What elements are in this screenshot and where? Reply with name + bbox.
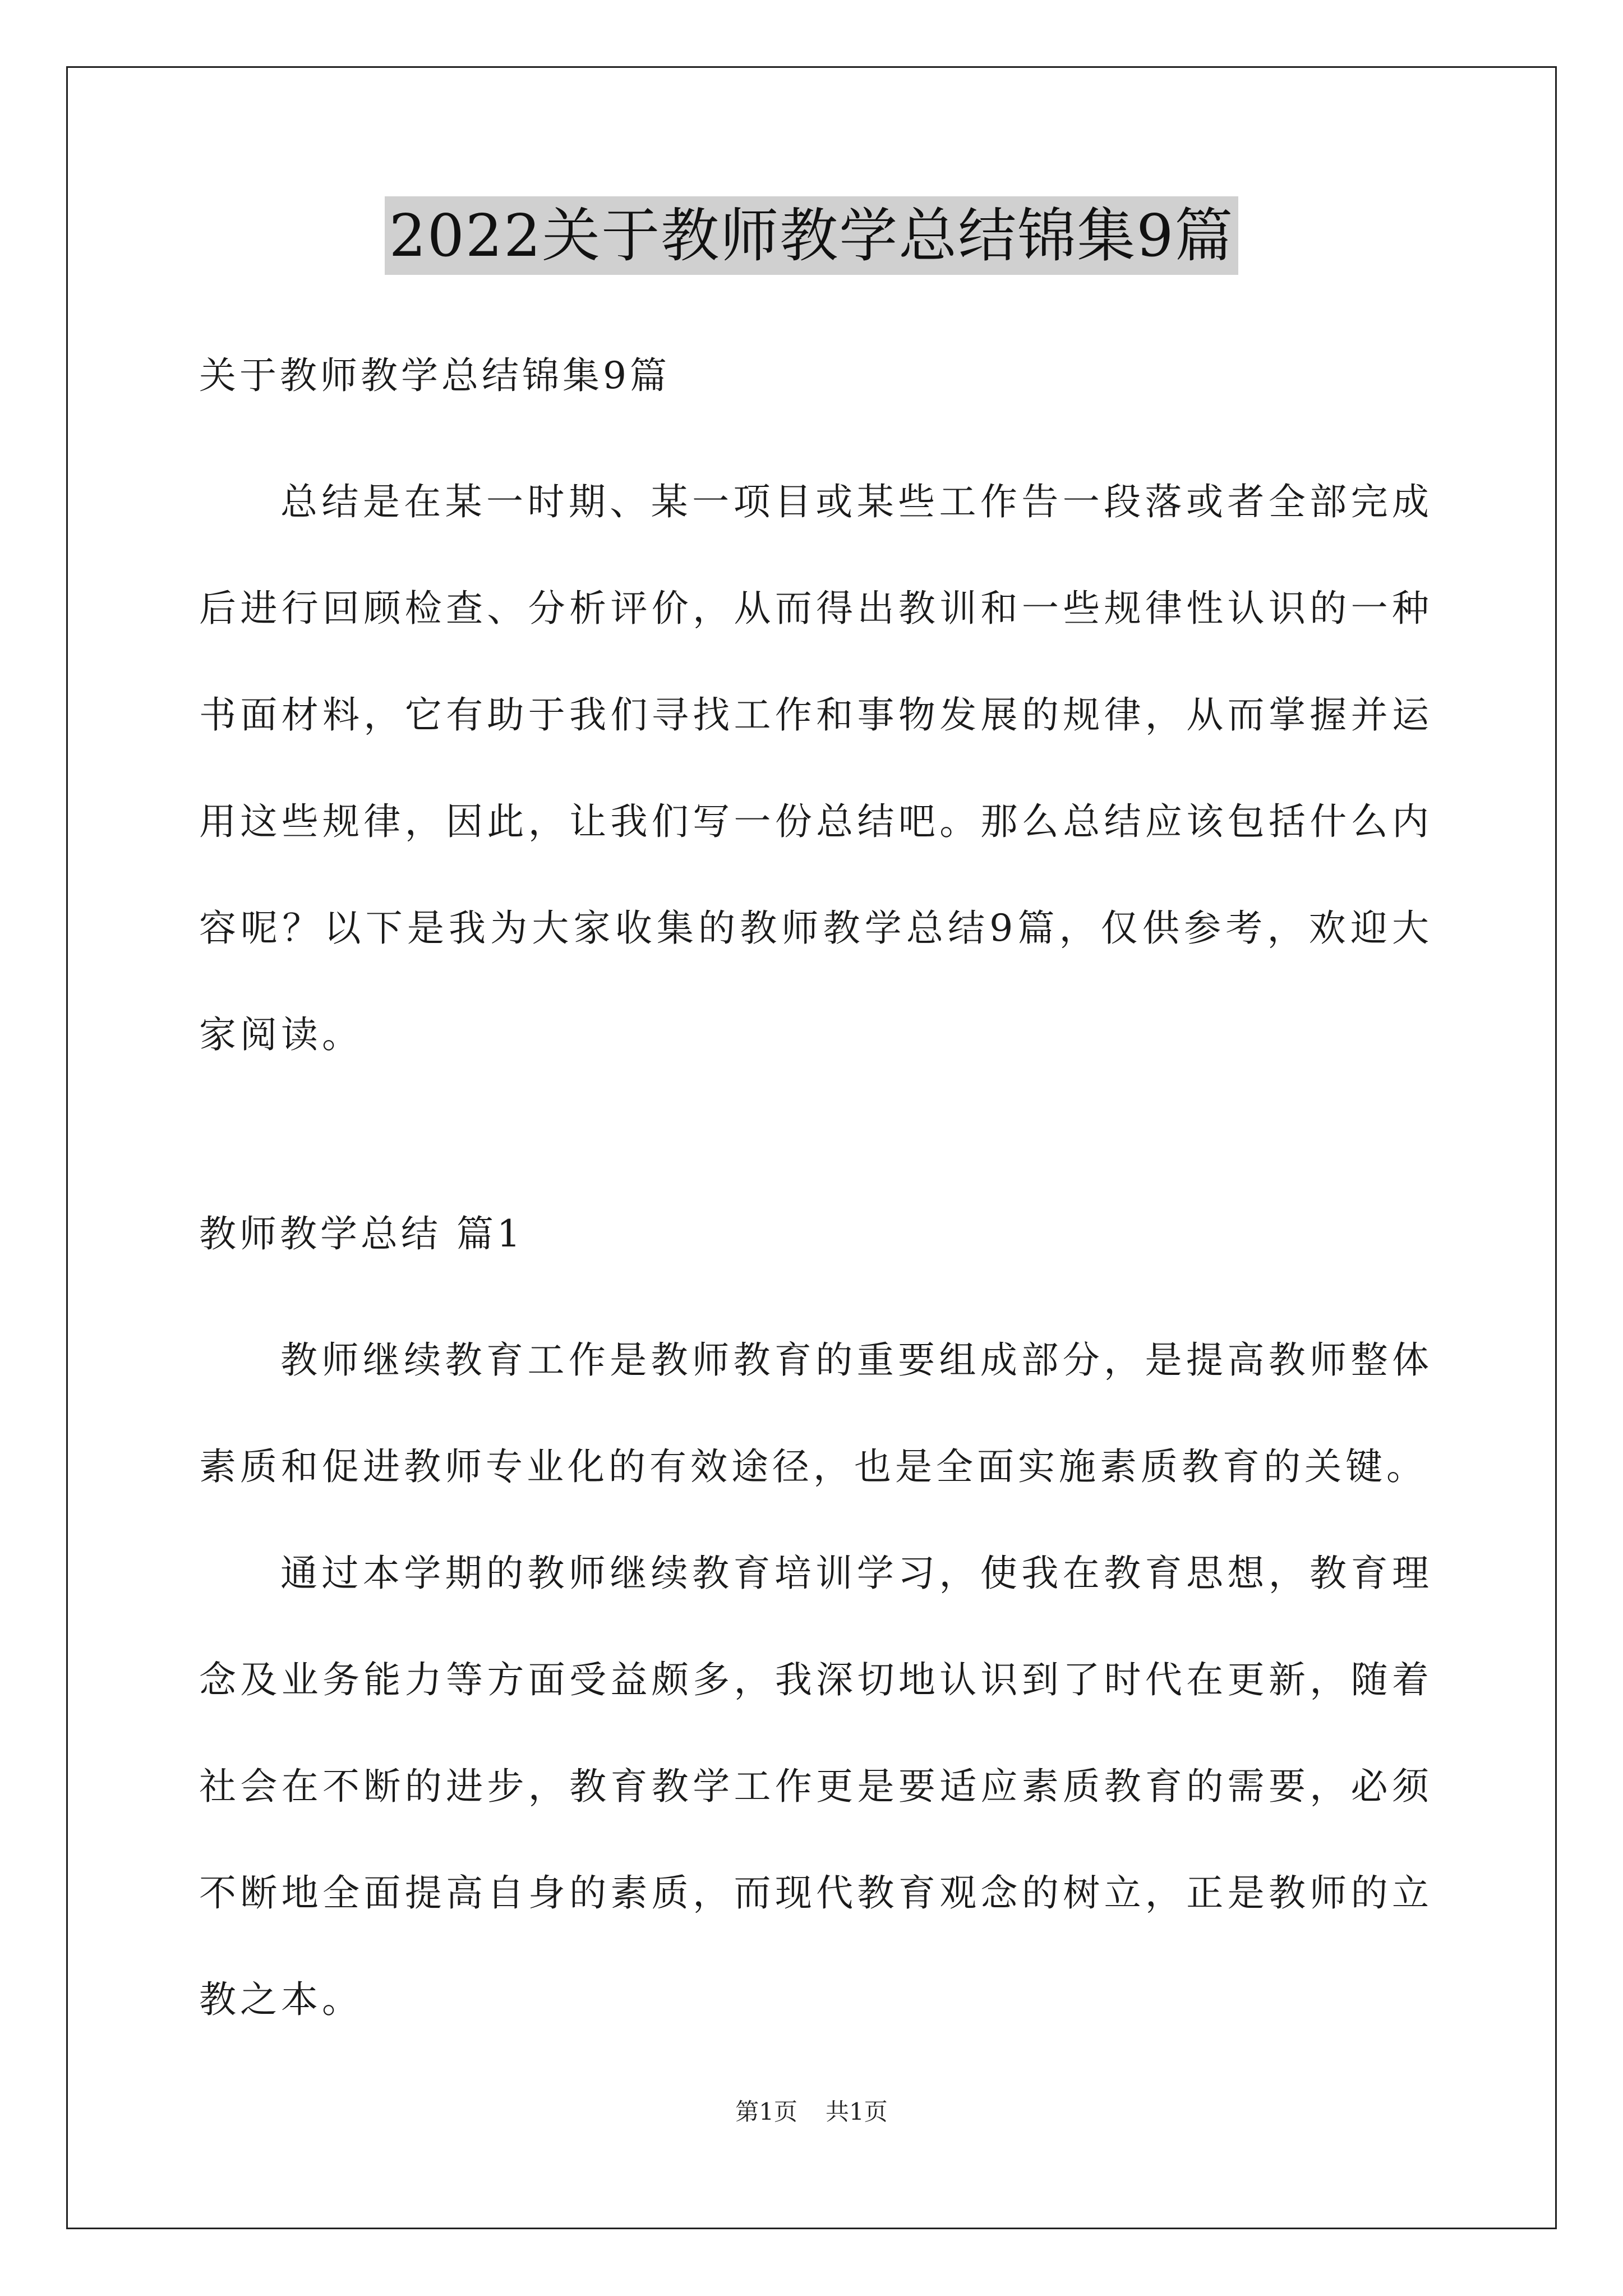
document-subtitle: 关于教师教学总结锦集9篇 [199, 354, 670, 397]
title-container [0, 196, 1623, 275]
section-heading: 教师教学总结 篇1 [199, 1212, 524, 1255]
body-paragraph-1: 教师继续教育工作是教师教育的重要组成部分，是提高教师整体素质和促进教师专业化的有效途径，也是全面实施素质教育的关键。 [199, 1338, 1433, 1488]
page-total: 共1页 [826, 2098, 888, 2125]
intro-paragraph: 总结是在某一时期、某一项目或某些工作告一段落或者全部完成后进行回顾检查、分析评价，从而得出教训和一些规律性认识的一种书面材料，它有助于我们寻找工作和事物发展的规律，从而掌握并运用这些规律，因此，让我们写一份总结吧。那么总结应该包括什么内容呢？以下是我为大家收集的教师教学总结9篇，仅供参考，欢迎大家阅读。 [199, 480, 1433, 1056]
page-number: 第1页 [735, 2098, 797, 2125]
document-title: 2022关于教师教学总结锦集9篇 [385, 196, 1239, 275]
page-footer [0, 2095, 1623, 2129]
body-paragraph-2: 通过本学期的教师继续教育培训学习，使我在教育思想，教育理念及业务能力等方面受益颇多，我深切地认识到了时代在更新，随着社会在不断的进步，教育教学工作更是要适应素质教育的需要，必须不断地全面提高自身的素质，而现代教育观念的树立，正是教师的立教之本。 [199, 1552, 1433, 2021]
